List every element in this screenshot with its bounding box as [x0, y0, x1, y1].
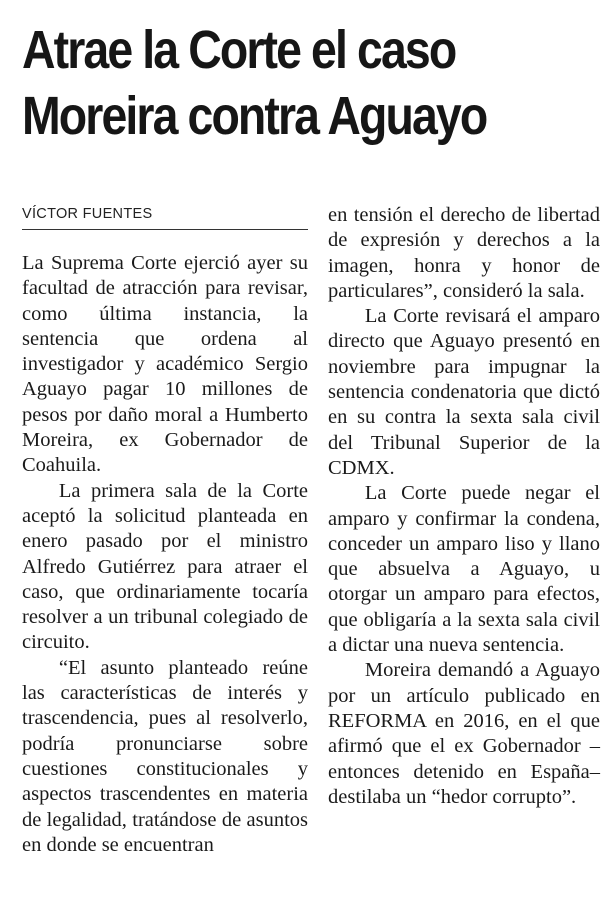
- paragraph: La Suprema Corte ejerció ayer su facultad de atracción para revisar, como última instancia, la sentencia que ordena al investigador y académico Sergio Aguayo pagar 10 millones de pesos por daño moral a Humberto Moreira, ex Gobernador de Coahuila.: [22, 252, 308, 477]
- author-byline: VÍCTOR FUENTES: [22, 206, 153, 222]
- article-column-left: [22, 251, 308, 858]
- paragraph: La primera sala de la Corte aceptó la solicitud planteada en enero pasado por el ministro Alfredo Gutiérrez para atraer el caso, que ordinariamente tocaría resolver a un tribunal colegiado de circuito.: [22, 479, 308, 654]
- paragraph: en tensión el derecho de libertad de expresión y derechos a la imagen, honra y honor de particulares”, consideró la sala.: [328, 204, 600, 302]
- headline-line-2: Moreira contra Aguayo: [22, 86, 487, 146]
- byline-divider: [22, 229, 308, 230]
- paragraph: Moreira demandó a Aguayo por un artículo publicado en REFORMA en 2016, en el que afirmó que el ex Gobernador –entonces detenido en España– destilaba un “hedor corrupto”.: [328, 659, 600, 808]
- headline-line-1: Atrae la Corte el caso: [22, 20, 456, 80]
- paragraph: La Corte revisará el amparo directo que Aguayo presentó en noviembre para impugnar la sentencia condenatoria que dictó en su contra la sexta sala civil del Tribunal Superior de la CDMX.: [328, 305, 600, 479]
- article-headline: [22, 18, 529, 150]
- paragraph: La Corte puede negar el amparo y confirmar la condena, conceder un amparo liso y llano que absuelva a Aguayo, u otorgar un amparo para efectos, que obligaría a la sexta sala civil a dictar una nueva sentencia.: [328, 482, 600, 657]
- article-column-right: [328, 203, 600, 810]
- paragraph: “El asunto planteado reúne las características de interés y trascendencia, pues al resolverlo, podría pronunciarse sobre cuestiones constitucionales y aspectos trascendentes en materia de legalidad, tratándose de asuntos en donde se encuentran: [22, 656, 308, 856]
